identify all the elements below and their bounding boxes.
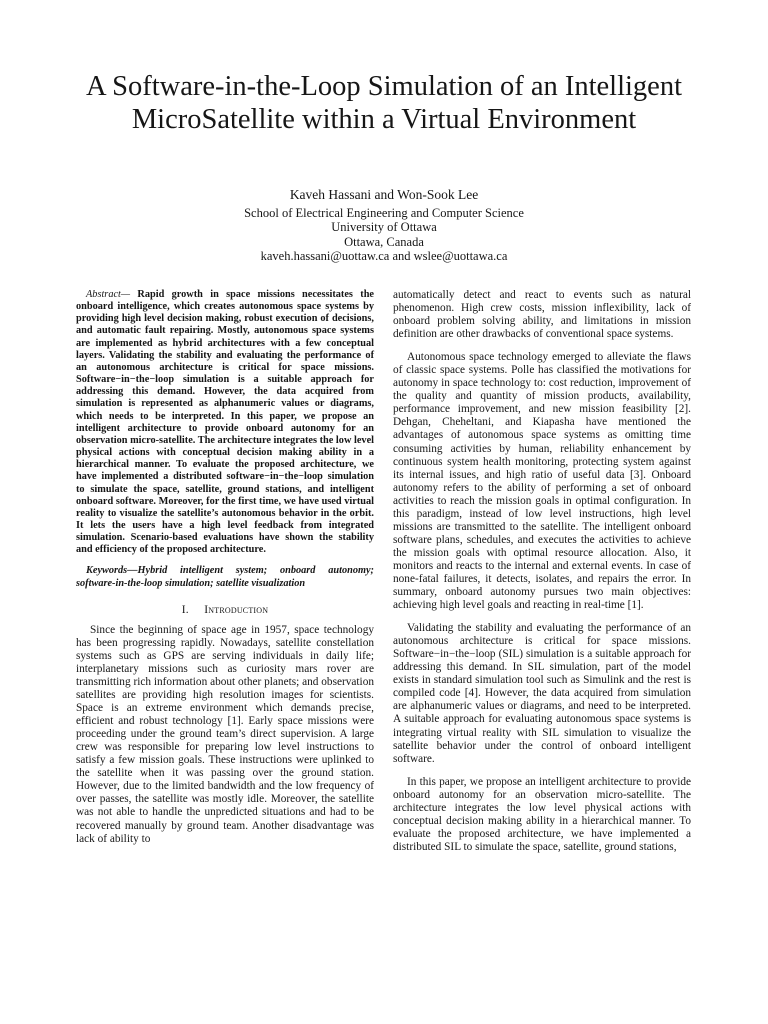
section-title: Introduction: [204, 603, 269, 616]
right-column: [393, 289, 691, 854]
author-names: Kaveh Hassani and Won-Sook Lee: [289, 187, 479, 202]
affiliation-school: School of Electrical Engineering and Computer Science: [244, 205, 524, 220]
left-column: [76, 289, 374, 846]
keywords-label: Keywords—: [86, 565, 138, 577]
abstract: [76, 289, 374, 556]
section-number: I.: [181, 603, 189, 616]
intro-paragraph-4: In this paper, we propose an intelligent architecture to provide onboard autonomy for an observation micro-satellite. The architecture integrates the low level physical actions with conceptual decision making ability in a hierarchical manner. To evaluate the proposed architecture, we have implemented a distributed SIL to simulate the space, satellite, ground stations,: [393, 775, 691, 853]
intro-paragraph-1: Since the beginning of space age in 1957, space technology has been progressing rapidly. Nowadays, satellite constellation systems such as GPS are serving individuals in daily life; interplanetary missions such as curiosity mars rover are transmitting rich information about other planets; and observation satellites are providing high resolution images for scientists. Space is an extreme environment which demands precise, efficient and robust technology [1]. Early space missions were proceeding under the ground team’s direct supervision. A large crew was responsible for preparing low level instructions to satisfy a few mission goals. These instructions were uplinked to the satellite when it was passing over the ground station. However, due to the limited bandwidth and the low frequency of over passes, the satellite was mostly idle. Moreover, the satellite was not able to handle the unpredicted situations and had to be recovered manually by ground team. Another disadvantage was lack of ability to: [76, 623, 374, 845]
author-emails: kaveh.hassani@uottaw.ca and wslee@uottawa.ca: [260, 249, 508, 263]
title-line-2: MicroSatellite within a Virtual Environment: [131, 104, 637, 135]
author-block: [84, 188, 684, 264]
paper-title: [40, 70, 728, 136]
intro-paragraph-continued: automatically detect and react to events such as natural phenomenon. High crew costs, mission inflexibility, lack of onboard problem solving ability, and limitations in mission definition are other drawbacks of conventional space systems.: [393, 289, 691, 341]
abstract-text: Rapid growth in space missions necessitates the onboard intelligence, which creates autonomous space systems by providing high level decision making, robust execution of decisions, and automatic fault repairing. Mostly, autonomous space systems are implemented as hybrid architectures with a few conceptual layers. Validating the stability and evaluating the performance of an autonomous architecture is critical for space missions. Software−in−the−loop simulation is a suitable approach for addressing this demand. However, the data acquired from simulation is represented as alphanumeric values or diagrams, which needs to be interpreted. In this paper, we propose an intelligent architecture to provide onboard autonomy for an observation micro-satellite. The architecture integrates the low level physical actions with conceptual decision making ability in a hierarchical manner. To evaluate the proposed architecture, we have implemented a distributed software−in−the−loop simulation to simulate the space, satellite, ground stations, and intelligent onboard software. Moreover, for the first time, we have used virtual reality to visualize the satellite’s autonomous behavior in the orbit. It lets the users have a high level feedback from integrated simulation. Scenario-based evaluations have shown the stability and efficiency of the proposed architecture.: [76, 289, 374, 556]
intro-paragraph-2: Autonomous space technology emerged to alleviate the flaws of classic space systems. Polle has classified the motivations for autonomy in space technology to: cost reduction, improvement of the quality and quantity of mission products, availability, performance improvement, and new mission feasibility [2]. Dehgan, Cheheltani, and Kiapasha have mentioned the advantages of autonomous space systems as omitting time consuming activities by human, reliability enhancement by continuous system health monitoring, protecting system against its internal issues, and high ratio of useful data [3]. Onboard autonomy refers to the ability of performing a set of onboard activities to reach the mission goals in optimal configuration. In this paradigm, instead of low level instructions, high level missions are transmitted to the satellite. The intelligent onboard software plans, schedules, and executes the activities to achieve the mission goals with optimal resource allocation. Also, it monitors and reacts to the internal and external events. In case of none-fatal failures, it detects, isolates, and repairs the error. In summary, onboard autonomy pursues two main objectives: achieving high level goals and reacting in real-time [1].: [393, 351, 691, 612]
keywords: [76, 565, 374, 589]
intro-paragraph-3: Validating the stability and evaluating the performance of an autonomous architecture is critical for space missions. Software−in−the−loop (SIL) simulation is a suitable approach for addressing this demand. In SIL simulation, part of the model exists in standard simulation tool such as Simulink and the rest is compiled code [4]. However, the data acquired from simulation are alphanumeric values or diagrams, and need to be interpreted. A suitable approach for evaluating autonomous space systems is integrating virtual reality with SIL simulation to visualize the satellite behavior under the control of onboard intelligent software.: [393, 622, 691, 765]
keywords-text: Hybrid intelligent system; onboard autonomy; software-in-the-loop simulation; satellite visualization: [76, 565, 374, 589]
abstract-label: Abstract—: [86, 289, 131, 300]
affiliation-university: University of Ottawa: [331, 220, 437, 234]
section-heading-introduction: [76, 604, 374, 617]
title-line-1: A Software-in-the-Loop Simulation of an Intelligent: [86, 71, 682, 102]
affiliation-location: Ottawa, Canada: [344, 234, 424, 249]
